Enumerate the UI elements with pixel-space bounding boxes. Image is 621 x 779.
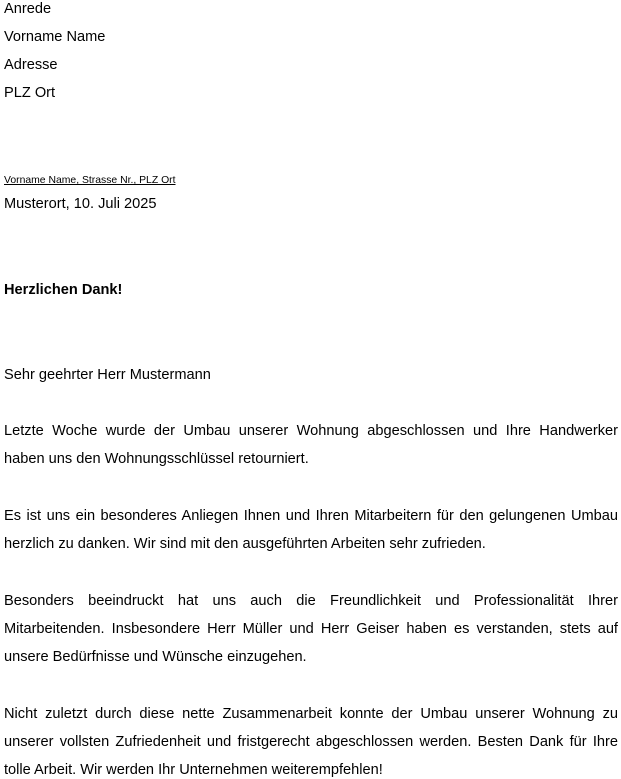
paragraph-line: Letzte Woche wurde der Umbau unserer Wohnung abgeschlossen und Ihre Handwerker (4, 423, 618, 439)
paragraph-line: unserer vollsten Zufriedenheit und fristgerecht abgeschlossen werden. Besten Dank für Ihre (4, 734, 618, 750)
letter-page (4, 0, 621, 778)
recipient-city: PLZ Ort (4, 85, 56, 101)
paragraph-line: unsere Bedürfnisse und Wünsche einzugehen. (4, 649, 307, 665)
recipient-name: Vorname Name (4, 29, 106, 45)
date-line: Musterort, 10. Juli 2025 (4, 196, 157, 212)
recipient-salutation: Anrede (4, 1, 52, 17)
paragraph-line: Es ist uns ein besonderes Anliegen Ihnen und Ihren Mitarbeitern für den gelungenen Umbau (4, 508, 618, 524)
letter-greeting: Sehr geehrter Herr Mustermann (4, 367, 211, 383)
paragraph-line: Nicht zuletzt durch diese nette Zusammenarbeit konnte der Umbau unserer Wohnung zu (4, 706, 618, 722)
letter-subject: Herzlichen Dank! (4, 282, 123, 298)
paragraph-line: tolle Arbeit. Wir werden Ihr Unternehmen weiterempfehlen! (4, 762, 383, 778)
paragraph-line: Besonders beeindruckt hat uns auch die Freundlichkeit und Professionalität Ihrer (4, 593, 618, 609)
paragraph-line: herzlich zu danken. Wir sind mit den ausgeführten Arbeiten sehr zufrieden. (4, 536, 486, 552)
sender-line: Vorname Name, Strasse Nr., PLZ Ort (4, 175, 176, 186)
paragraph-line: Mitarbeitenden. Insbesondere Herr Müller und Herr Geiser haben es verstanden, stets auf (4, 621, 618, 637)
recipient-address: Adresse (4, 57, 58, 73)
paragraph-line: haben uns den Wohnungsschlüssel retourniert. (4, 451, 309, 467)
